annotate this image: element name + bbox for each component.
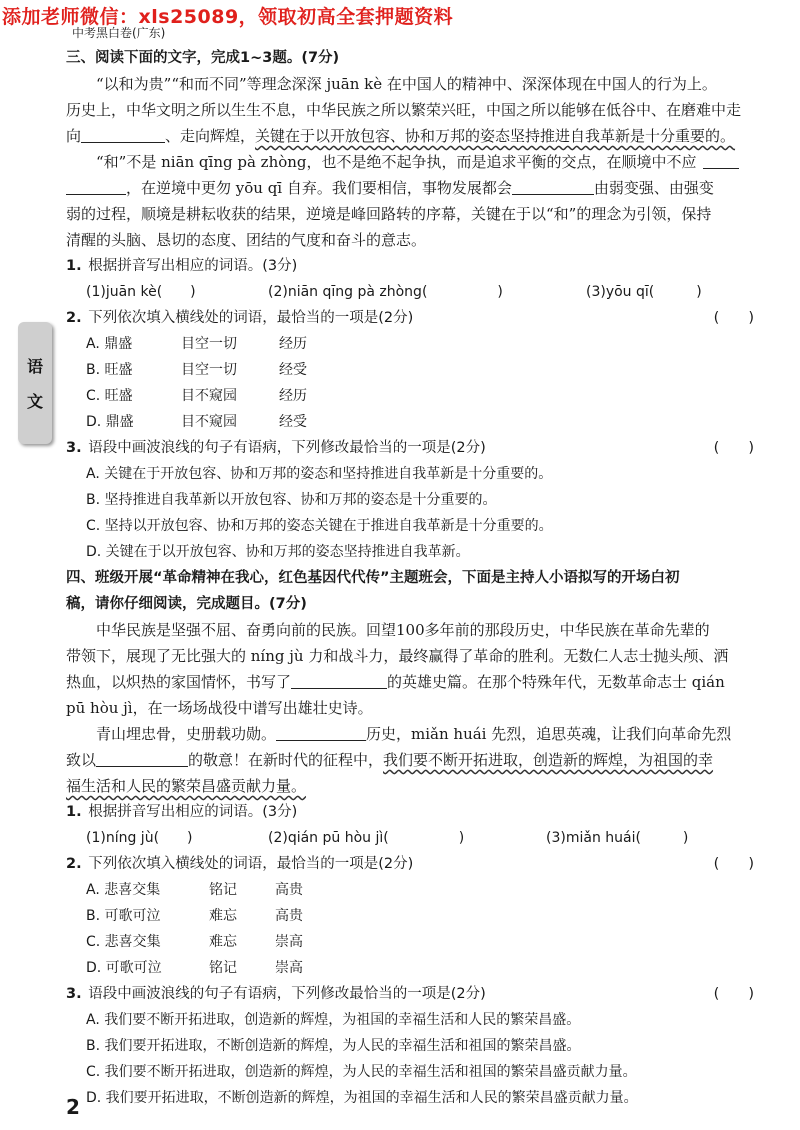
option[interactable] xyxy=(66,929,766,955)
option-word: 目不窥园 xyxy=(181,414,237,430)
question-text: 语段中画波浪线的句子有语病，下列修改最恰当的一项是(2分) xyxy=(88,986,486,1002)
wavy-underlined-sentence: 关键在于以开放包容、协和万邦的姿态坚持推进自我革新是十分重要的。 xyxy=(255,127,736,145)
option-word: 经受 xyxy=(279,362,307,378)
section3-title: 三、阅读下面的文字，完成1~3题。(7分) xyxy=(66,50,340,66)
passage-text: 向 xyxy=(66,127,82,145)
passage-line: 历史上，中华文明之所以生生不息，中华民族之所以繁荣兴旺，中国之所以能够在低谷中、在磨难中走 xyxy=(66,101,742,119)
question-text: 语段中画波浪线的句子有语病，下列修改最恰当的一项是(2分) xyxy=(88,440,486,456)
watermark-banner: 添加老师微信：xls25089，领取初高全套押题资料 xyxy=(2,6,454,28)
fill-blank[interactable] xyxy=(291,672,387,689)
option[interactable]: B. 我们要开拓进取，不断创造新的辉煌，为人民的幸福生活和祖国的繁荣昌盛。 xyxy=(86,1038,581,1054)
question-1 xyxy=(66,799,766,825)
subquestion[interactable]: (2)qián pū hòu jì( ) xyxy=(268,830,465,846)
subquestion[interactable]: (1)juān kè( ) xyxy=(86,284,196,300)
fill-blank[interactable] xyxy=(276,724,366,741)
question-1 xyxy=(66,253,766,279)
answer-paren[interactable]: ( ) xyxy=(713,310,754,326)
question-2 xyxy=(66,305,766,331)
option-word: A. 鼎盛 xyxy=(86,336,133,352)
fill-blank[interactable] xyxy=(81,126,165,143)
subject-side-tab xyxy=(18,322,52,444)
fill-blank[interactable] xyxy=(96,750,188,767)
option-word: 铭记 xyxy=(209,960,237,976)
passage-line: “以和为贵”“和而不同”等理念深深 juān kè 在中国人的精神中、深深体现在中国人的行为上。 xyxy=(96,75,717,93)
section4-title: 四、班级开展“革命精神在我心，红色基因代代传”主题班会，下面是主持人小语拟写的开场白初 xyxy=(66,570,680,586)
option[interactable] xyxy=(66,357,766,383)
page-number: 2 xyxy=(66,1095,80,1119)
question-number: 2. xyxy=(66,310,82,326)
option[interactable]: C. 我们要不断开拓进取，创造新的辉煌，为人民的幸福生活和祖国的繁荣昌盛贡献力量。 xyxy=(86,1064,637,1080)
option-word: C. 旺盛 xyxy=(86,388,133,404)
option[interactable] xyxy=(66,331,766,357)
option[interactable] xyxy=(66,955,766,981)
answer-paren[interactable]: ( ) xyxy=(713,986,754,1002)
question-text: 根据拼音写出相应的词语。(3分) xyxy=(88,258,298,274)
passage-line xyxy=(66,773,766,799)
question-3 xyxy=(66,981,766,1007)
question-number: 1. xyxy=(66,258,82,274)
subquestion[interactable]: (2)niān qīng pà zhòng( ) xyxy=(268,284,503,300)
question-number: 1. xyxy=(66,804,82,820)
option[interactable] xyxy=(66,903,766,929)
side-tab-char: 语 xyxy=(26,357,43,376)
option-word: 经历 xyxy=(279,388,307,404)
passage-line: 清醒的头脑、恳切的态度、团结的气度和奋斗的意志。 xyxy=(66,231,427,249)
question-number: 3. xyxy=(66,986,82,1002)
question-number: 2. xyxy=(66,856,82,872)
passage-text: 、走向辉煌， xyxy=(165,127,256,145)
option[interactable]: A. 关键在于开放包容、协和万邦的姿态和坚持推进自我革新是十分重要的。 xyxy=(86,466,553,482)
option-word: 高贵 xyxy=(275,882,303,898)
passage-text: ，在逆境中更勿 yōu qī 自弃。我们要相信，事物发展都会 xyxy=(126,179,512,197)
passage-line: 中华民族是坚强不屈、奋勇向前的民族。回望100多年前的那段历史，中华民族在革命先辈的 xyxy=(96,621,710,639)
question-text: 下列依次填入横线处的词语，最恰当的一项是(2分) xyxy=(88,856,414,872)
running-header: 中考黑白卷(广东) xyxy=(72,26,166,40)
passage-text: 热血，以炽热的家国情怀，书写了 xyxy=(66,673,292,691)
option-word: B. 可歌可泣 xyxy=(86,908,161,924)
passage-text: 致以 xyxy=(66,751,97,769)
option[interactable]: C. 坚持以开放包容、协和万邦的姿态关键在于推进自我革新是十分重要的。 xyxy=(86,518,553,534)
subquestion[interactable]: (1)níng jù( ) xyxy=(86,830,193,846)
passage-line: pū hòu jì，在一场场战役中谱写出雄壮史诗。 xyxy=(66,699,373,717)
option-word: 铭记 xyxy=(209,882,237,898)
passage-text: 的英雄史篇。在那个特殊年代，无数革命志士 qián xyxy=(387,673,725,691)
answer-paren[interactable]: ( ) xyxy=(713,440,754,456)
passage-text: 历史，miǎn huái 先烈，追思英魂，让我们向革命先烈 xyxy=(366,725,732,743)
option-word: 崇高 xyxy=(275,960,303,976)
option-word: 经历 xyxy=(279,336,307,352)
question-3 xyxy=(66,435,766,461)
option-word: A. 悲喜交集 xyxy=(86,882,161,898)
option[interactable]: D. 关键在于以开放包容、协和万邦的姿态坚持推进自我革新。 xyxy=(86,544,470,560)
fill-blank[interactable] xyxy=(703,152,739,169)
wavy-underlined-sentence: 福生活和人民的繁荣昌盛贡献力量。 xyxy=(66,777,307,795)
option-word: 难忘 xyxy=(209,908,237,924)
option-word: 目空一切 xyxy=(181,336,237,352)
passage-line xyxy=(66,123,766,149)
passage-text: 青山埋忠骨，史册载功勋。 xyxy=(96,725,277,743)
passage-line: 带领下，展现了无比强大的 níng jù 力和战斗力，最终赢得了革命的胜利。无数仁人志士抛头颅、洒 xyxy=(66,647,729,665)
passage-text: “和”不是 niān qīng pà zhòng，也不是绝不起争执，而是追求平衡的交点，在顺境中不应 xyxy=(96,153,697,171)
question-number: 3. xyxy=(66,440,82,456)
option-word: C. 悲喜交集 xyxy=(86,934,161,950)
option-word: 难忘 xyxy=(209,934,237,950)
option[interactable] xyxy=(66,877,766,903)
question-text: 下列依次填入横线处的词语，最恰当的一项是(2分) xyxy=(88,310,414,326)
option-word: 高贵 xyxy=(275,908,303,924)
exam-content xyxy=(66,45,766,1111)
wavy-underlined-sentence: 我们要不断开拓进取，创造新的辉煌，为祖国的幸 xyxy=(383,751,714,769)
passage-line xyxy=(66,175,766,201)
option-word: 目不窥园 xyxy=(181,388,237,404)
side-tab-char: 文 xyxy=(26,392,43,411)
passage-line xyxy=(66,669,766,695)
section4-title: 稿，请你仔细阅读，完成题目。(7分) xyxy=(66,596,307,612)
option-word: B. 旺盛 xyxy=(86,362,133,378)
question-2 xyxy=(66,851,766,877)
option-word: 目空一切 xyxy=(181,362,237,378)
pinyin-subquestions xyxy=(66,825,766,851)
passage-line xyxy=(66,747,766,773)
fill-blank[interactable] xyxy=(512,178,594,195)
option-word: 崇高 xyxy=(275,934,303,950)
passage-text: 的敬意！在新时代的征程中， xyxy=(188,751,384,769)
option[interactable] xyxy=(66,409,766,435)
passage-line: 弱的过程，顺境是耕耘收获的结果，逆境是峰回路转的序幕，关键在于以“和”的理念为引领，保持 xyxy=(66,205,712,223)
option-word: 经受 xyxy=(279,414,307,430)
option-word: D. 可歌可泣 xyxy=(86,960,162,976)
fill-blank[interactable] xyxy=(66,178,126,195)
passage-line xyxy=(66,149,766,175)
option-word: D. 鼎盛 xyxy=(86,414,134,430)
pinyin-subquestions xyxy=(66,279,766,305)
subquestion[interactable]: (3)miǎn huái( ) xyxy=(546,830,689,846)
option[interactable]: D. 我们要开拓进取，不断创造新的辉煌，为祖国的幸福生活和人民的繁荣昌盛贡献力量。 xyxy=(86,1090,638,1106)
passage-text: 由弱变强、由强变 xyxy=(593,179,714,197)
question-text: 根据拼音写出相应的词语。(3分) xyxy=(88,804,298,820)
option[interactable] xyxy=(66,383,766,409)
answer-paren[interactable]: ( ) xyxy=(713,856,754,872)
option[interactable]: B. 坚持推进自我革新以开放包容、协和万邦的姿态是十分重要的。 xyxy=(86,492,497,508)
subquestion[interactable]: (3)yōu qī( ) xyxy=(586,284,702,300)
passage-line xyxy=(66,721,766,747)
option[interactable]: A. 我们要不断开拓进取，创造新的辉煌，为祖国的幸福生活和人民的繁荣昌盛。 xyxy=(86,1012,581,1028)
